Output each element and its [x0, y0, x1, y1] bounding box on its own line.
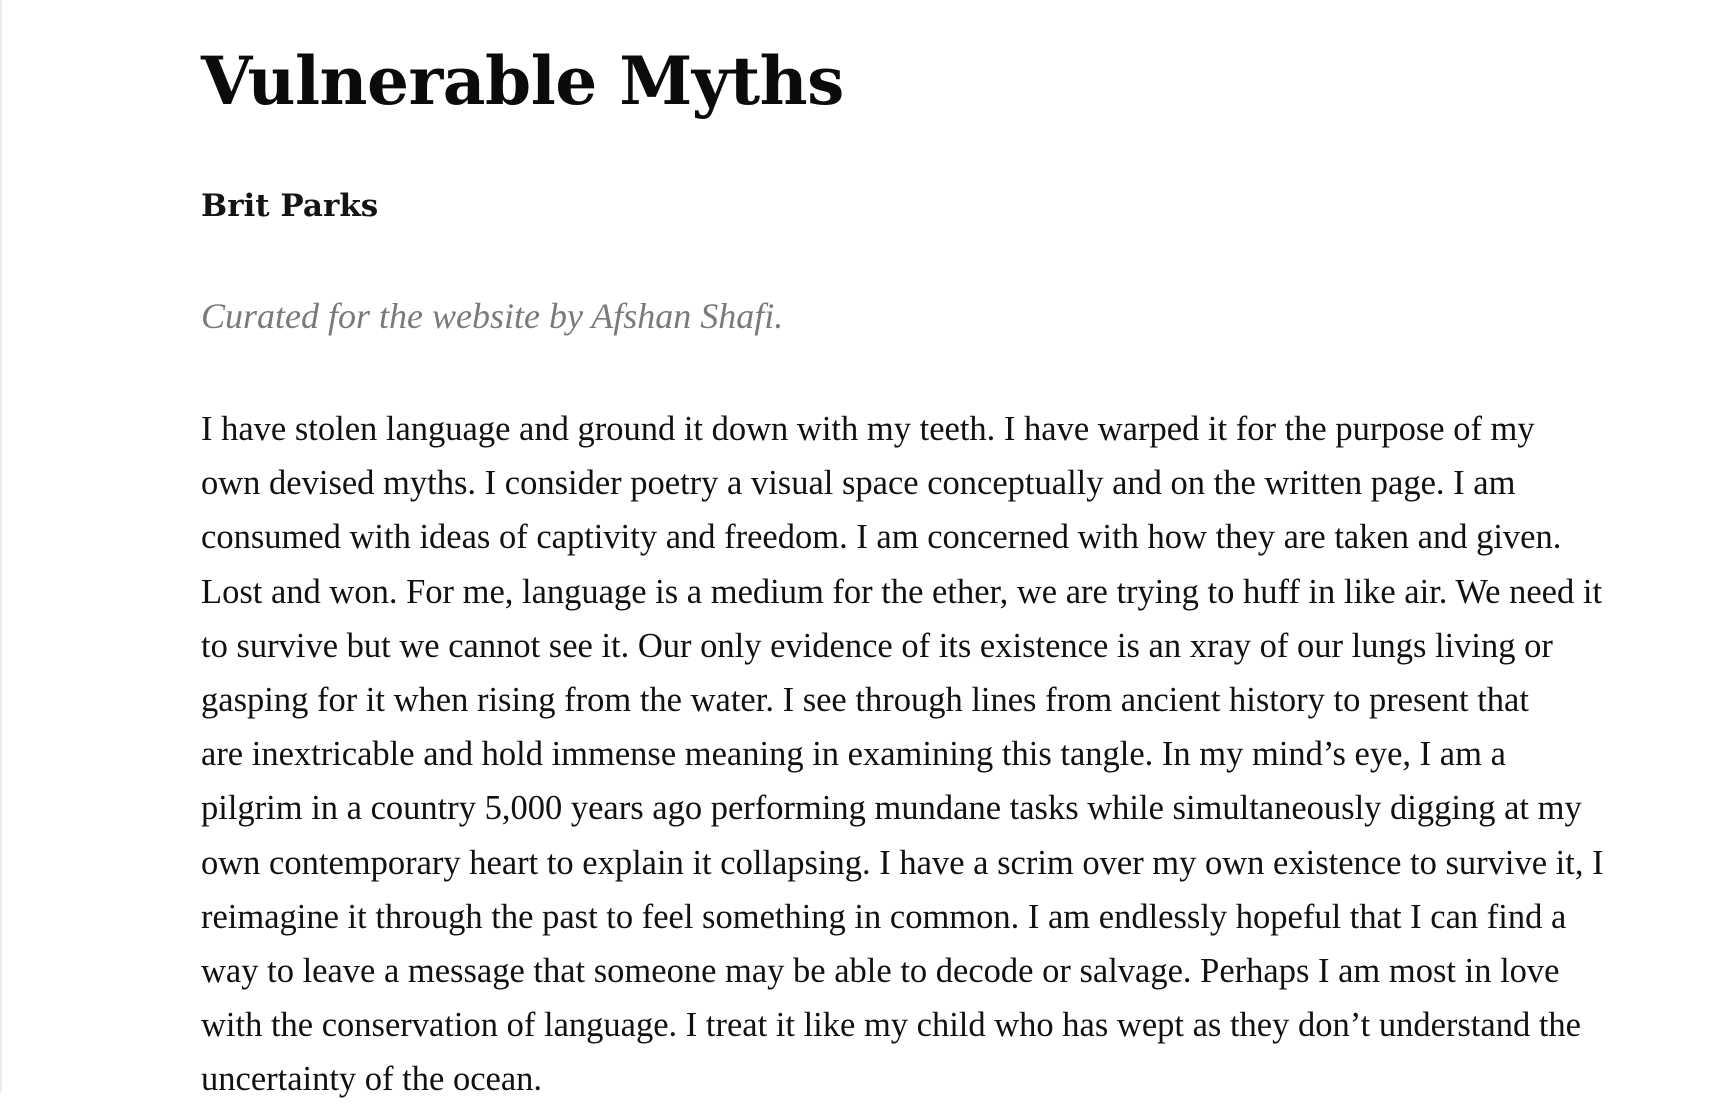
article-body [201, 402, 1701, 1107]
body-line: gasping for it when rising from the water. I see through lines from ancient history to present that [201, 681, 1529, 720]
article-author: Brit Parks [201, 188, 379, 224]
body-line: to survive but we cannot see it. Our only evidence of its existence is an xray of our lungs living or [201, 626, 1553, 665]
body-line: own contemporary heart to explain it collapsing. I have a scrim over my own existence to survive it, I [201, 843, 1604, 882]
article-title: Vulnerable Myths [201, 42, 844, 120]
page-left-edge [0, 0, 2, 1092]
body-line: way to leave a message that someone may be able to decode or salvage. Perhaps I am most in love [201, 952, 1560, 991]
body-line: own devised myths. I consider poetry a visual space conceptually and on the written page. I am [201, 464, 1516, 503]
body-line: pilgrim in a country 5,000 years ago performing mundane tasks while simultaneously digging at my [201, 789, 1582, 828]
body-line: I have stolen language and ground it down with my teeth. I have warped it for the purpose of my [201, 410, 1535, 448]
body-line: Lost and won. For me, language is a medium for the ether, we are trying to huff in like air. We need it [201, 572, 1603, 611]
body-line: uncertainty of the ocean. [201, 1060, 543, 1099]
body-line: with the conservation of language. I treat it like my child who has wept as they don’t understand the [201, 1006, 1581, 1045]
body-line: are inextricable and hold immense meaning in examining this tangle. In my mind’s eye, I am a [201, 735, 1506, 774]
body-line: consumed with ideas of captivity and freedom. I am concerned with how they are taken and given. [201, 518, 1562, 557]
curator-credit: Curated for the website by Afshan Shafi. [201, 296, 784, 336]
body-line: reimagine it through the past to feel something in common. I am endlessly hopeful that I can find a [201, 897, 1567, 936]
